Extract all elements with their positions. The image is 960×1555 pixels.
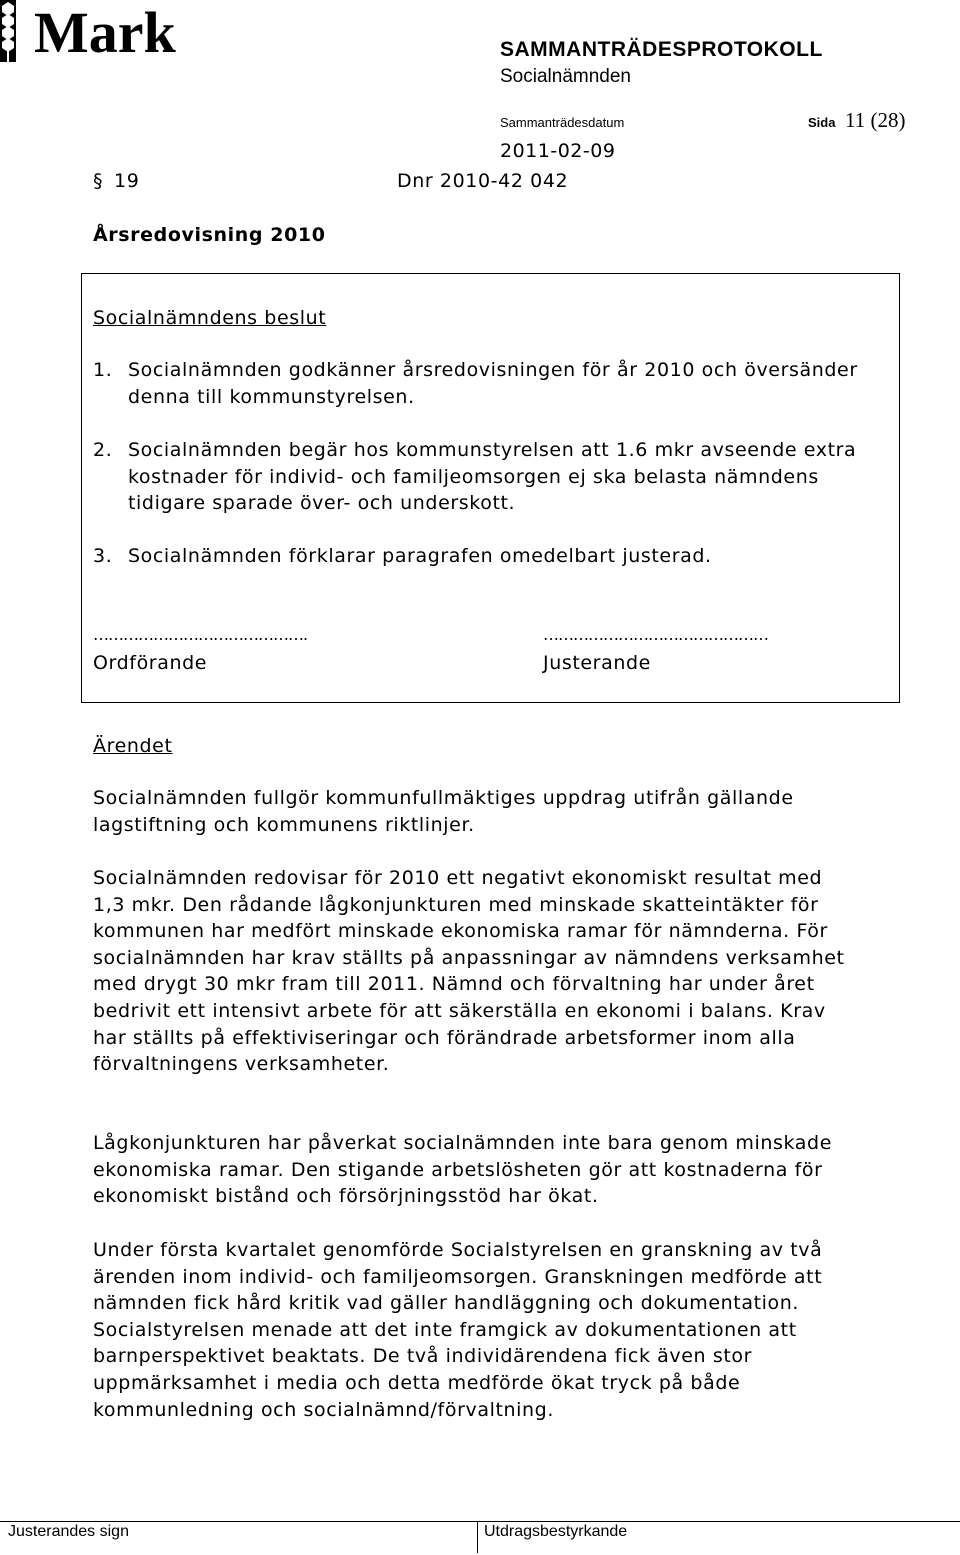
decision-point-number: 3. xyxy=(93,545,113,567)
date-label: Sammanträdesdatum xyxy=(500,115,625,130)
case-paragraph xyxy=(93,865,853,1078)
decision-point-text: Socialnämnden begär hos kommunstyrelsen att 1.6 mkr avseende extra kostnader för individ- och familjeomsorgen ej ska belasta nämndens tidigare sparade över- och underskott. xyxy=(128,439,857,515)
footer-certification-label: Utdragsbestyrkande xyxy=(484,1523,628,1540)
signature-label-adjuster: Justerande xyxy=(543,652,651,674)
case-paragraph-text: Under första kvartalet genomförde Socialstyrelsen en granskning av två ärenden inom individ- och familjeomsorgen. Granskningen medförde att nämnden fick hård kritik vad gäller handläggning och dokumentation. Socialstyrelsen menade att det inte framgick av dokumentationen att barnperspektivet beaktats. De två individärendena fick även stor uppmärksamhet i media och detta medförde ökat tryck på både kommunledning och socialnämnd/förvaltning. xyxy=(93,1239,823,1421)
footer-column-divider xyxy=(477,1521,478,1553)
item-heading: Årsredovisning 2010 xyxy=(93,224,326,246)
signature-label-chair: Ordförande xyxy=(93,652,208,674)
signature-line-chair: ……………………………………. xyxy=(93,625,308,644)
committee-name: Socialnämnden xyxy=(500,66,631,87)
case-paragraph xyxy=(93,785,853,838)
case-heading: Ärendet xyxy=(93,735,173,757)
meeting-date: 2011-02-09 xyxy=(500,140,616,162)
decision-point-number: 2. xyxy=(93,439,113,461)
decision-point-text: Socialnämnden godkänner årsredovisningen för år 2010 och översänder denna till kommunstyrelsen. xyxy=(128,359,858,408)
item-number: 19 xyxy=(114,170,140,192)
footer-adjuster-signature-label: Justerandes sign xyxy=(8,1523,129,1540)
paragraph-symbol: § xyxy=(93,170,104,192)
signature-line-adjuster: ……………………………………… xyxy=(543,625,768,644)
wheat-emblem-icon xyxy=(0,0,16,62)
protocol-title: SAMMANTRÄDESPROTOKOLL xyxy=(500,38,823,61)
svg-text:Mark: Mark xyxy=(34,0,176,65)
page-label: Sida xyxy=(808,115,836,130)
case-paragraph xyxy=(93,1237,853,1423)
decision-heading: Socialnämndens beslut xyxy=(93,307,327,329)
case-paragraph-text: Lågkonjunkturen har påverkat socialnämnden inte bara genom minskade ekonomiska ramar. Den stigande arbetslösheten gör att kostnaderna för ekonomiskt bistånd och försörjningsstöd har ökat. xyxy=(93,1132,832,1208)
page-number: 11 (28) xyxy=(845,108,906,132)
mark-municipality-logo xyxy=(0,0,240,70)
case-paragraph xyxy=(93,1130,853,1210)
decision-point-text: Socialnämnden förklarar paragrafen omedelbart justerad. xyxy=(128,545,712,567)
case-paragraph-text: Socialnämnden fullgör kommunfullmäktiges uppdrag utifrån gällande lagstiftning och kommunens riktlinjer. xyxy=(93,787,794,836)
dnr: Dnr 2010-42 042 xyxy=(397,170,569,192)
case-paragraph-text: Socialnämnden redovisar för 2010 ett negativt ekonomiskt resultat med 1,3 mkr. Den rådande lågkonjunkturen med minskade skatteintäkter för kommunen har medfört minskade ekonomiska ramar för nämnderna. För socialnämnden har krav ställts på anpassningar av nämndens verksamhet med drygt 30 mkr fram till 2011. Nämnd och förvaltning har under året bedrivit ett intensivt arbete för att säkerställa en ekonomi i balans. Krav har ställts på effektiviseringar och förändrade arbetsformer inom alla förvaltningens verksamheter. xyxy=(93,867,845,1076)
decision-point-number: 1. xyxy=(93,359,113,381)
footer-divider xyxy=(0,1521,960,1522)
